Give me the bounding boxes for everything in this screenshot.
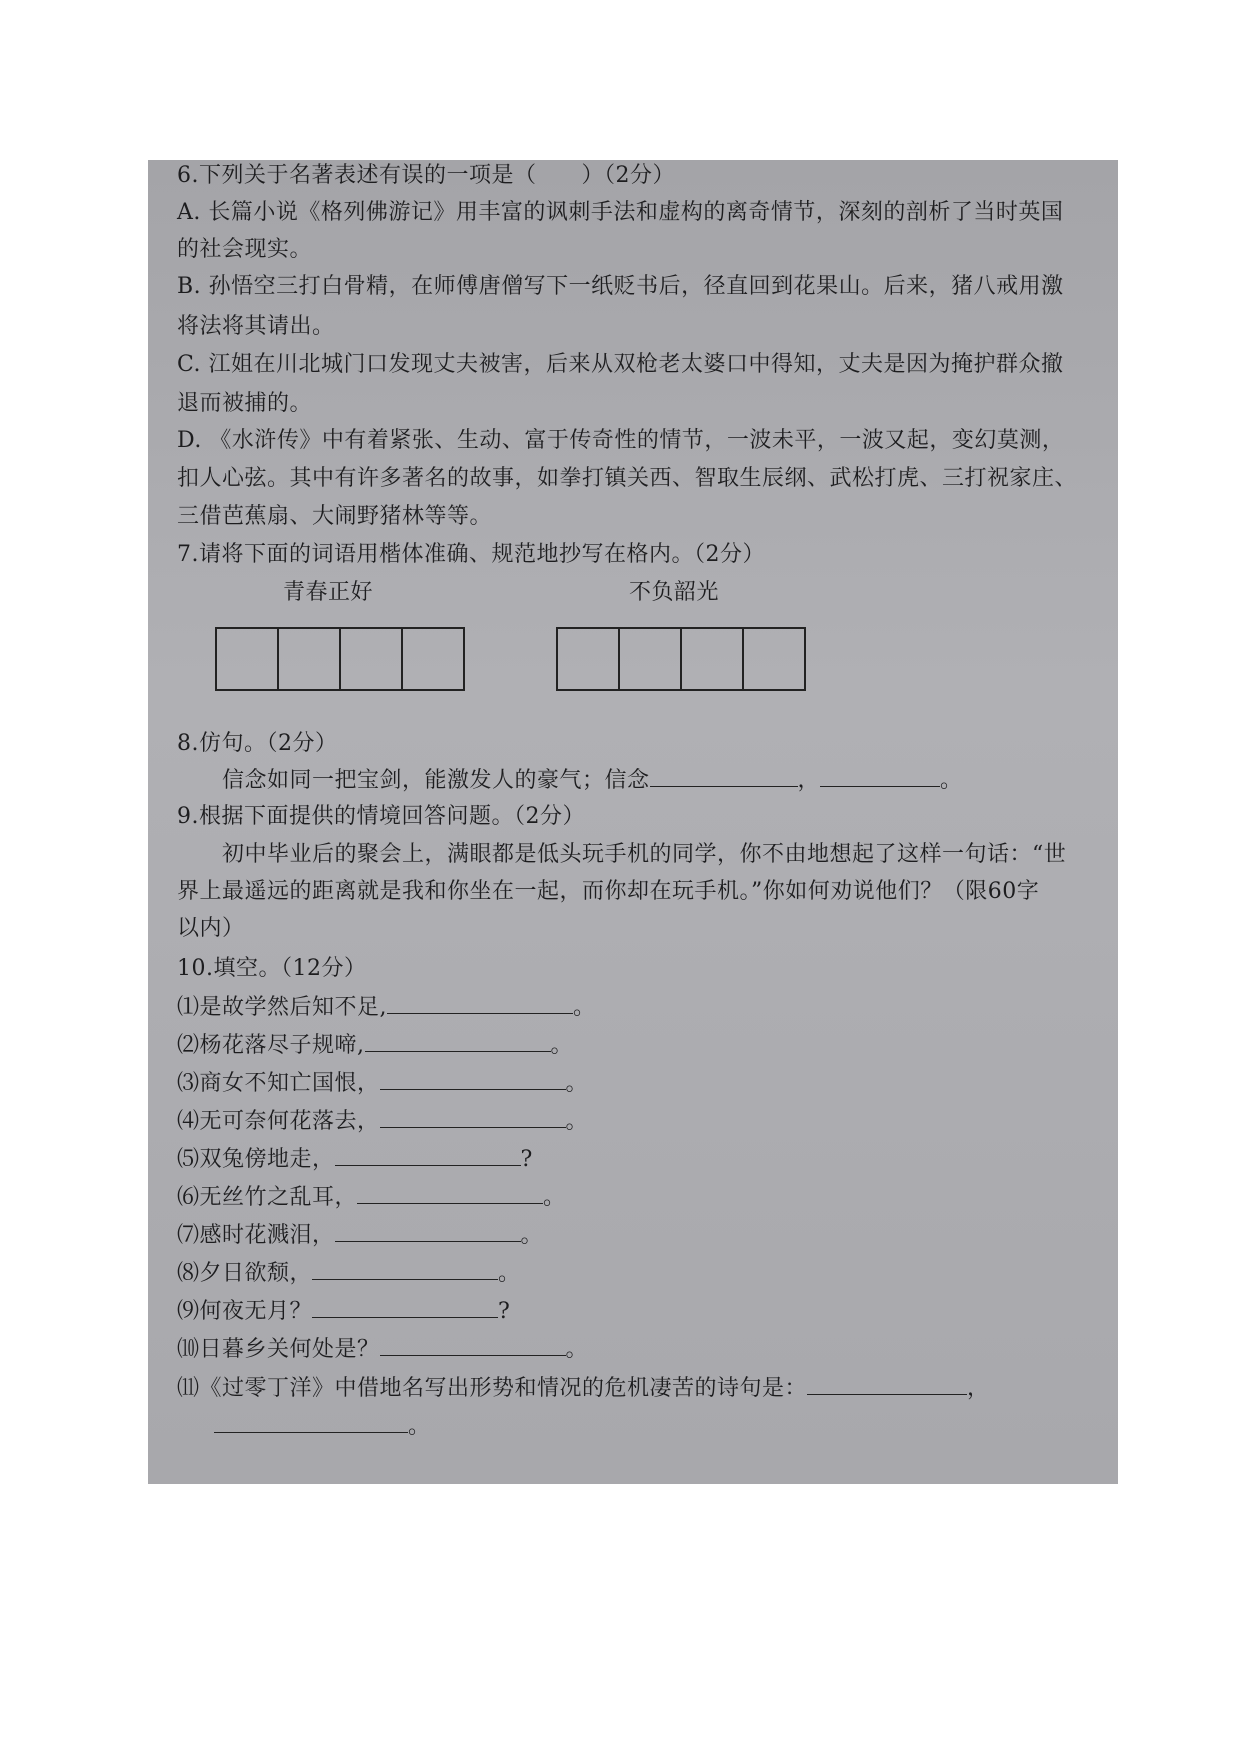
item-end: 。 bbox=[498, 1261, 521, 1286]
q8-separator: ， bbox=[797, 768, 821, 793]
grid-cell[interactable] bbox=[217, 629, 279, 689]
q8-prompt-text: 信念如同一把宝剑，能激发人的豪气；信念 bbox=[222, 768, 650, 793]
grid-cell[interactable] bbox=[279, 629, 341, 689]
item-end: ， bbox=[967, 1376, 990, 1401]
item-end: 。 bbox=[565, 1109, 589, 1134]
q6-option-b-cont: 将法将其请出。 bbox=[177, 314, 335, 339]
q7-word-2: 不负韶光 bbox=[629, 580, 720, 605]
answer-blank[interactable] bbox=[312, 1299, 498, 1318]
q6-stem: 6.下列关于名著表述有误的一项是（ ）（2分） bbox=[177, 163, 675, 188]
q6-option-a: A. 长篇小说《格列佛游记》用丰富的讽刺手法和虚构的离奇情节，深刻的剖析了当时英国 bbox=[177, 200, 1064, 225]
item-text: ⑶商女不知亡国恨， bbox=[177, 1071, 380, 1096]
q7-word-1: 青春正好 bbox=[283, 580, 374, 605]
item-text: ⑵杨花落尽子规啼, bbox=[177, 1033, 365, 1058]
q6-option-c-cont: 退而被捕的。 bbox=[177, 391, 313, 416]
answer-blank[interactable] bbox=[335, 1147, 521, 1166]
q6-option-d: D. 《水浒传》中有着紧张、生动、富于传奇性的情节，一波未平，一波又起，变幻莫测， bbox=[177, 428, 1065, 453]
q7-writing-grid-2[interactable] bbox=[556, 627, 806, 691]
q6-option-a-cont: 的社会现实。 bbox=[177, 237, 313, 262]
q9-stem: 9.根据下面提供的情境回答问题。（2分） bbox=[177, 804, 585, 829]
q10-item bbox=[177, 1260, 521, 1288]
q8-blank-2[interactable] bbox=[820, 768, 940, 787]
q6-option-c: C. 江姐在川北城门口发现丈夫被害，后来从双枪老太婆口中得知，丈夫是因为掩护群众撤 bbox=[177, 352, 1064, 377]
q7-stem: 7.请将下面的词语用楷体准确、规范地抄写在格内。（2分） bbox=[177, 542, 765, 567]
answer-blank[interactable] bbox=[380, 1109, 566, 1128]
item-text: ⑼何夜无月？ bbox=[177, 1299, 313, 1324]
answer-blank[interactable] bbox=[807, 1376, 967, 1395]
grid-cell[interactable] bbox=[620, 629, 682, 689]
item-text: ⑸双兔傍地走， bbox=[177, 1147, 335, 1172]
item-text: ⑺感时花溅泪， bbox=[177, 1223, 335, 1248]
item-end: 。 bbox=[565, 1071, 589, 1096]
q10-item bbox=[177, 1108, 588, 1136]
q6-option-d-cont1: 扣人心弦。其中有许多著名的故事，如拳打镇关西、智取生辰纲、武松打虎、三打祝家庄、 bbox=[177, 466, 1078, 491]
item-end: 。 bbox=[408, 1414, 431, 1439]
q8-stem: 8.仿句。（2分） bbox=[177, 731, 338, 756]
q8-blank-1[interactable] bbox=[650, 768, 798, 787]
item-end: ? bbox=[498, 1299, 511, 1324]
item-end: 。 bbox=[565, 1337, 589, 1362]
q6-option-d-cont2: 三借芭蕉扇、大闹野猪林等等。 bbox=[177, 504, 493, 529]
q8-prompt bbox=[222, 767, 963, 795]
item-end: 。 bbox=[573, 995, 596, 1020]
q10-item bbox=[177, 1222, 543, 1250]
q7-writing-grid-1[interactable] bbox=[215, 627, 465, 691]
q10-item bbox=[177, 1184, 566, 1212]
item-text: ⑷无可奈何花落去， bbox=[177, 1109, 380, 1134]
q10-item bbox=[177, 1336, 588, 1364]
answer-blank[interactable] bbox=[380, 1071, 566, 1090]
answer-blank[interactable] bbox=[335, 1223, 521, 1242]
item-text: ⑴是故学然后知不足, bbox=[177, 995, 387, 1020]
q10-item bbox=[177, 1032, 573, 1060]
item-end: 。 bbox=[543, 1185, 566, 1210]
grid-cell[interactable] bbox=[341, 629, 403, 689]
q10-item bbox=[177, 1146, 533, 1174]
item-text: ⑹无丝竹之乱耳， bbox=[177, 1185, 358, 1210]
item-text: ⑾《过零丁洋》中借地名写出形势和情况的危机凄苦的诗句是： bbox=[177, 1376, 808, 1401]
q8-end: 。 bbox=[940, 768, 963, 793]
item-text: ⑽日暮乡关何处是？ bbox=[177, 1337, 380, 1362]
grid-cell[interactable] bbox=[558, 629, 620, 689]
q10-item bbox=[177, 1070, 588, 1098]
answer-blank[interactable] bbox=[380, 1337, 566, 1356]
answer-blank[interactable] bbox=[387, 995, 573, 1014]
grid-cell[interactable] bbox=[403, 629, 463, 689]
answer-blank[interactable] bbox=[214, 1414, 408, 1433]
item-end: ? bbox=[520, 1147, 533, 1172]
q9-context-3: 以内） bbox=[177, 916, 245, 941]
item-text: ⑻夕日欲颓， bbox=[177, 1261, 313, 1286]
q10-stem: 10.填空。（12分） bbox=[177, 956, 367, 981]
item-end: 。 bbox=[550, 1033, 574, 1058]
answer-blank[interactable] bbox=[312, 1261, 498, 1280]
q9-context-2: 界上最遥远的距离就是我和你坐在一起，而你却在玩手机。”你如何劝说他们？（限60字 bbox=[177, 879, 1040, 904]
q10-item-cont bbox=[214, 1413, 431, 1441]
answer-blank[interactable] bbox=[365, 1033, 551, 1052]
q6-option-b: B. 孙悟空三打白骨精，在师傅唐僧写下一纸贬书后，径直回到花果山。后来，猪八戒用激 bbox=[177, 274, 1064, 299]
item-end: 。 bbox=[520, 1223, 544, 1248]
q10-item bbox=[177, 1298, 510, 1326]
grid-cell[interactable] bbox=[682, 629, 744, 689]
q9-context-1: 初中毕业后的聚会上，满眼都是低头玩手机的同学，你不由地想起了这样一句话：“世 bbox=[222, 842, 1067, 867]
grid-cell[interactable] bbox=[744, 629, 804, 689]
q10-item bbox=[177, 1375, 990, 1403]
q10-item bbox=[177, 994, 596, 1022]
answer-blank[interactable] bbox=[357, 1185, 543, 1204]
